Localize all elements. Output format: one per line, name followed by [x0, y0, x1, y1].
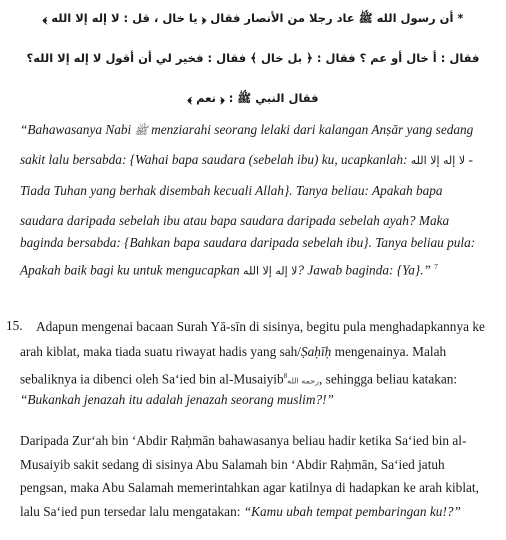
item-15-line-4: “Bukankah jenazah itu adalah jenazah seorang muslim?!”: [20, 392, 334, 407]
item-15-line-1: Adapun mengenai bacaan Surah Yā-sīn di sisinya, begitu pula menghadapkannya ke: [36, 319, 485, 334]
translation-line-6: [20, 258, 438, 280]
text: Ṣaḥīḥ: [301, 344, 332, 359]
translation-line-2: [20, 151, 473, 170]
translation-line-4: saudara daripada sebelah ibu atau bapa saudara daripada sebelah ayah? Maka: [20, 213, 450, 228]
narration-line-4: [20, 503, 461, 521]
arabic-hadith-line-3: فقال النبي ﷺ : ﴿ نعم ﴾: [187, 91, 319, 105]
text: sebaliknya ia dibenci oleh Sa‘ied bin al-Musaiyib: [20, 371, 284, 387]
text: -: [465, 152, 473, 167]
text: lalu Sa‘ied pun tersedar lalu mengatakan:: [20, 504, 244, 519]
text: menziarahi seorang lelaki dari kalangan Anṣār yang sedang: [147, 122, 474, 137]
text: Apakah baik bagi ku untuk mengucapkan: [20, 262, 244, 278]
footnote-marker: 8: [283, 372, 288, 380]
arabic-inline: لا إله إلا الله: [410, 154, 466, 167]
text: arah kiblat, maka tiada suatu riwayat hadis yang sah/: [20, 344, 301, 359]
narration-line-1: Daripada Zur‘ah bin ‘Abdir Raḥmān bahawasanya beliau hadir ketika Sa‘ied bin al-: [20, 433, 467, 448]
item-15-line-2: [20, 343, 446, 361]
footnote-marker: 7: [434, 263, 438, 271]
narration-line-2: Musaiyib sakit sedang di sisinya Abu Salamah bin ‘Abdir Raḥmān, Sa‘ied jatuh: [20, 457, 445, 472]
text: ? Jawab baginda: {Ya}.”: [297, 262, 435, 278]
salawat-icon: ﷺ: [134, 124, 148, 137]
translation-line-3: Tiada Tuhan yang berhak disembah kecuali Allah}. Tanya beliau: Apakah bapa: [20, 183, 443, 198]
translation-line-1: [20, 121, 473, 140]
arabic-hadith-line-1: * أن رسول الله ﷺ عاد رجلا من الأنصار فقال ﴿ يا خال ، قل : لا إله إلا الله ﴾: [42, 11, 464, 25]
rahimahullah-icon: رحمه الله: [287, 376, 320, 386]
list-number: 15.: [6, 318, 23, 333]
arabic-inline: لا إله إلا الله: [243, 264, 298, 278]
text: “Bahawasanya Nabi: [20, 122, 135, 137]
narration-line-3: pengsan, maka Abu Salamah memerintahkan agar katilnya di hadapkan ke arah kiblat,: [20, 480, 479, 495]
text: “Kamu ubah tempat pembaringan ku!?”: [243, 504, 461, 519]
text: sakit lalu bersabda: {Wahai bapa saudara (sebelah ibu) ku, ucapkanlah:: [20, 152, 411, 167]
text: mengenainya. Malah: [331, 344, 447, 359]
text: , sehingga beliau katakan:: [319, 371, 458, 387]
item-15-line-3: [20, 367, 457, 390]
translation-line-5: baginda bersabda: {Bahkan bapa saudara daripada sebelah ibu}. Tanya beliau pula:: [20, 235, 476, 250]
arabic-hadith-line-2: فقال : أ خال أو عم ؟ فقال : ﴿ بل خال ﴾ فقال : فخير لي أن أقول لا إله إلا الله؟: [26, 51, 480, 65]
